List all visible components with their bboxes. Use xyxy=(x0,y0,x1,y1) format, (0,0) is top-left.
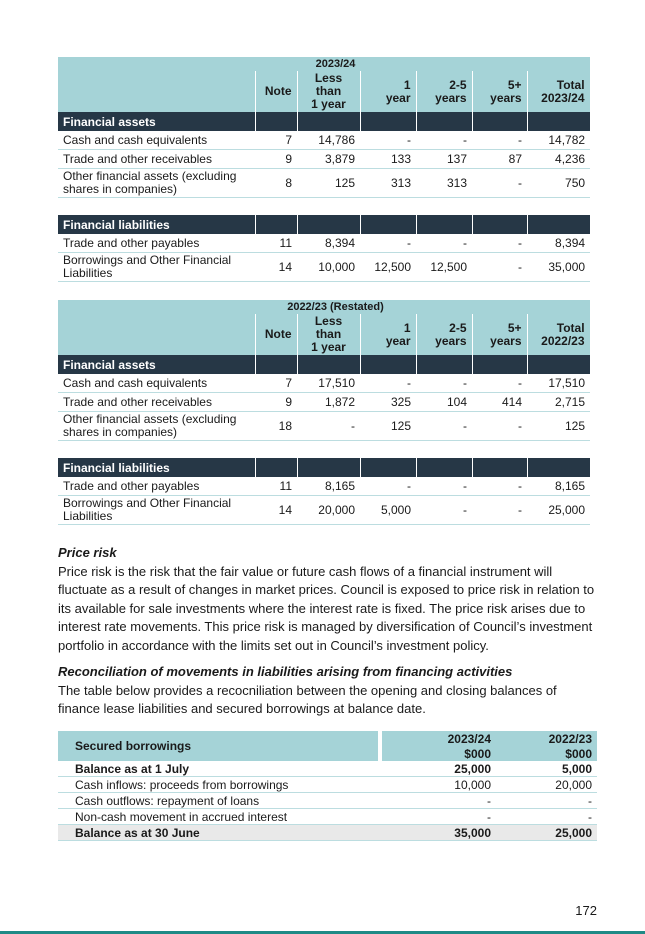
value-less-than-1-year: 125 xyxy=(297,169,360,198)
value-total: 4,236 xyxy=(527,150,590,169)
section-cell xyxy=(297,112,360,131)
value-2-5-years: - xyxy=(416,412,472,441)
value-less-than-1-year: 20,000 xyxy=(297,496,360,525)
value-2023-24: - xyxy=(382,793,496,809)
section-heading: Financial liabilities xyxy=(58,458,255,477)
col-header-total xyxy=(527,314,590,355)
value-1-year: 133 xyxy=(360,150,416,169)
row-label: Cash outflows: repayment of loans xyxy=(58,793,378,809)
value-5-plus-years: - xyxy=(472,234,527,253)
value-1-year: 125 xyxy=(360,412,416,441)
row-label: Balance as at 1 July xyxy=(58,761,378,777)
value-total: 2,715 xyxy=(527,393,590,412)
table-row xyxy=(58,234,590,253)
col-header-5-plus-years-line: years xyxy=(490,90,522,105)
col-header-1-year-line: year xyxy=(385,90,411,105)
value-5-plus-years: - xyxy=(472,374,527,393)
table-row xyxy=(58,393,590,412)
reconciliation-section xyxy=(58,663,598,719)
row-note: 14 xyxy=(255,253,297,282)
value-2022-23: 20,000 xyxy=(496,777,597,793)
section-cell xyxy=(255,458,297,477)
section-cell xyxy=(527,458,590,477)
row-label: Other financial assets (excluding shares in companies) xyxy=(58,412,255,441)
value-less-than-1-year: 17,510 xyxy=(297,374,360,393)
value-total: 125 xyxy=(527,412,590,441)
table-row xyxy=(58,131,590,150)
row-label: Cash inflows: proceeds from borrowings xyxy=(58,777,378,793)
col-header-less-than-1-year-line: 1 year xyxy=(311,340,346,354)
col-header-less-than-1-year-line: than xyxy=(315,327,342,341)
col-header-2-5-years xyxy=(416,314,472,355)
period-spacer xyxy=(58,57,255,71)
section-cell xyxy=(472,112,527,131)
value-5-plus-years: - xyxy=(472,477,527,496)
col-header-2-5-years-line: years xyxy=(435,333,467,348)
table-row xyxy=(58,777,597,793)
period-spacer xyxy=(416,57,590,71)
value-less-than-1-year: - xyxy=(297,412,360,441)
col-header-total-line: 2023/24 xyxy=(541,90,585,105)
value-2023-24: 35,000 xyxy=(382,825,496,841)
value-less-than-1-year: 3,879 xyxy=(297,150,360,169)
table-row xyxy=(58,825,597,841)
section-cell xyxy=(360,458,416,477)
value-2-5-years: 104 xyxy=(416,393,472,412)
row-label: Trade and other receivables xyxy=(58,150,255,169)
row-note: 11 xyxy=(255,477,297,496)
value-2-5-years: - xyxy=(416,131,472,150)
row-note: 7 xyxy=(255,131,297,150)
row-note: 9 xyxy=(255,150,297,169)
section-cell xyxy=(360,215,416,234)
section-cell xyxy=(416,112,472,131)
reconciliation-body: The table below provides a recocniliation between the opening and closing balances of finance lease liabilities and secured borrowings at balance date. xyxy=(58,682,557,716)
value-less-than-1-year: 8,165 xyxy=(297,477,360,496)
value-2023-24: - xyxy=(382,809,496,825)
row-label: Trade and other receivables xyxy=(58,393,255,412)
table-row xyxy=(58,496,590,525)
row-label: Other financial assets (excluding shares in companies) xyxy=(58,169,255,198)
value-2023-24: 25,000 xyxy=(382,761,496,777)
header-spacer xyxy=(58,314,255,355)
maturity-table xyxy=(58,300,591,525)
value-total: 750 xyxy=(527,169,590,198)
col-header-2-5-years xyxy=(416,71,472,112)
secured-borrowings-title: Secured borrowings xyxy=(58,731,378,761)
row-label: Balance as at 30 June xyxy=(58,825,378,841)
col-header-less-than-1-year-line: 1 year xyxy=(311,97,346,111)
value-5-plus-years: - xyxy=(472,169,527,198)
price-risk-body: Price risk is the risk that the fair value or future cash flows of a financial instrument will fluctuate as a result of changes in market prices. Council is exposed to price risk in relation to its available for sale investments where the interest rate is fixed. The price risk arises due to interest rate movements. This price risk is managed by diversification of Council’s investment portfolio in accordance with the limits set out in Council’s investment policy. xyxy=(58,563,595,653)
col-header-5-plus-years xyxy=(472,71,527,112)
section-heading: Financial assets xyxy=(58,112,255,131)
secured-borrowings-table xyxy=(58,731,597,841)
table-row xyxy=(58,169,590,198)
col-header-note: Note xyxy=(255,71,297,112)
col-header-total-line: 2022/23 xyxy=(541,333,585,348)
row-note: 18 xyxy=(255,412,297,441)
period-spacer xyxy=(416,300,590,314)
section-cell xyxy=(255,355,297,374)
col-header-5-plus-years-line: 5+ xyxy=(507,77,522,92)
value-1-year: - xyxy=(360,374,416,393)
value-1-year: - xyxy=(360,234,416,253)
col-header-2022-23: 2022/23 xyxy=(496,731,597,746)
value-2-5-years: - xyxy=(416,374,472,393)
col-header-less-than-1-year-line: Less xyxy=(314,314,343,328)
col-header-2023-24: 2023/24 xyxy=(382,731,496,746)
row-label: Cash and cash equivalents xyxy=(58,374,255,393)
row-note: 7 xyxy=(255,374,297,393)
value-2022-23: - xyxy=(496,809,597,825)
value-1-year: 5,000 xyxy=(360,496,416,525)
table-row xyxy=(58,412,590,441)
value-2023-24: 10,000 xyxy=(382,777,496,793)
value-2022-23: 25,000 xyxy=(496,825,597,841)
value-less-than-1-year: 14,786 xyxy=(297,131,360,150)
section-cell xyxy=(297,355,360,374)
value-less-than-1-year: 1,872 xyxy=(297,393,360,412)
value-2-5-years: - xyxy=(416,477,472,496)
table-row xyxy=(58,793,597,809)
section-cell xyxy=(255,112,297,131)
page-number: 172 xyxy=(575,903,597,918)
col-header-1-year-line: 1 xyxy=(403,77,411,92)
value-2-5-years: - xyxy=(416,496,472,525)
col-header-5-plus-years-line: 5+ xyxy=(507,320,522,335)
value-2-5-years: 12,500 xyxy=(416,253,472,282)
value-2-5-years: 137 xyxy=(416,150,472,169)
col-header-less-than-1-year xyxy=(297,71,360,112)
col-header-5-plus-years-line: years xyxy=(490,333,522,348)
section-cell xyxy=(297,458,360,477)
section-cell xyxy=(416,458,472,477)
value-1-year: 325 xyxy=(360,393,416,412)
value-1-year: 12,500 xyxy=(360,253,416,282)
col-header-5-plus-years xyxy=(472,314,527,355)
col-header-total-line: Total xyxy=(556,320,585,335)
table-row xyxy=(58,253,590,282)
row-label: Borrowings and Other Financial Liabilities xyxy=(58,253,255,282)
col-header-total xyxy=(527,71,590,112)
value-2-5-years: - xyxy=(416,234,472,253)
col-header-2-5-years-line: 2-5 xyxy=(449,320,467,335)
period-spacer xyxy=(58,300,255,314)
col-header-2-5-years-line: 2-5 xyxy=(449,77,467,92)
col-header-1-year-line: 1 xyxy=(403,320,411,335)
value-2022-23: 5,000 xyxy=(496,761,597,777)
table-row xyxy=(58,150,590,169)
reconciliation-heading: Reconciliation of movements in liabilities arising from financing activities xyxy=(58,664,513,679)
table-row xyxy=(58,761,597,777)
value-5-plus-years: - xyxy=(472,131,527,150)
value-total: 8,165 xyxy=(527,477,590,496)
section-heading: Financial liabilities xyxy=(58,215,255,234)
col-header-less-than-1-year xyxy=(297,314,360,355)
col-unit-2023-24: $000 xyxy=(382,746,496,761)
table-row xyxy=(58,809,597,825)
value-total: 35,000 xyxy=(527,253,590,282)
row-label: Borrowings and Other Financial Liabilities xyxy=(58,496,255,525)
row-label: Cash and cash equivalents xyxy=(58,131,255,150)
value-1-year: - xyxy=(360,477,416,496)
section-cell xyxy=(416,215,472,234)
value-2-5-years: 313 xyxy=(416,169,472,198)
section-cell xyxy=(360,112,416,131)
value-total: 17,510 xyxy=(527,374,590,393)
value-5-plus-years: 87 xyxy=(472,150,527,169)
col-header-1-year xyxy=(360,314,416,355)
col-unit-2022-23: $000 xyxy=(496,746,597,761)
col-header-1-year xyxy=(360,71,416,112)
section-cell xyxy=(472,355,527,374)
period-title: 2022/23 (Restated) xyxy=(255,300,416,314)
value-less-than-1-year: 10,000 xyxy=(297,253,360,282)
section-cell xyxy=(472,458,527,477)
row-note: 14 xyxy=(255,496,297,525)
price-risk-heading: Price risk xyxy=(58,545,117,560)
value-5-plus-years: 414 xyxy=(472,393,527,412)
col-header-2-5-years-line: years xyxy=(435,90,467,105)
col-header-total-line: Total xyxy=(556,77,585,92)
section-cell xyxy=(527,112,590,131)
value-less-than-1-year: 8,394 xyxy=(297,234,360,253)
section-gap xyxy=(58,441,590,459)
row-label: Non-cash movement in accrued interest xyxy=(58,809,378,825)
value-total: 14,782 xyxy=(527,131,590,150)
value-total: 8,394 xyxy=(527,234,590,253)
row-note: 11 xyxy=(255,234,297,253)
col-header-less-than-1-year-line: than xyxy=(315,84,342,98)
value-5-plus-years: - xyxy=(472,412,527,441)
header-spacer xyxy=(58,71,255,112)
row-note: 9 xyxy=(255,393,297,412)
section-cell xyxy=(297,215,360,234)
row-note: 8 xyxy=(255,169,297,198)
col-header-1-year-line: year xyxy=(385,333,411,348)
price-risk-section xyxy=(58,544,598,655)
section-heading: Financial assets xyxy=(58,355,255,374)
table-row xyxy=(58,374,590,393)
section-cell xyxy=(416,355,472,374)
value-total: 25,000 xyxy=(527,496,590,525)
section-gap xyxy=(58,198,590,216)
period-title: 2023/24 xyxy=(255,57,416,71)
col-header-note: Note xyxy=(255,314,297,355)
row-label: Trade and other payables xyxy=(58,234,255,253)
value-1-year: 313 xyxy=(360,169,416,198)
value-1-year: - xyxy=(360,131,416,150)
section-cell xyxy=(527,215,590,234)
table-row xyxy=(58,477,590,496)
maturity-table xyxy=(58,57,591,282)
section-cell xyxy=(255,215,297,234)
col-header-less-than-1-year-line: Less xyxy=(314,71,343,85)
section-cell xyxy=(360,355,416,374)
value-5-plus-years: - xyxy=(472,496,527,525)
section-cell xyxy=(527,355,590,374)
value-2022-23: - xyxy=(496,793,597,809)
section-cell xyxy=(472,215,527,234)
value-5-plus-years: - xyxy=(472,253,527,282)
row-label: Trade and other payables xyxy=(58,477,255,496)
